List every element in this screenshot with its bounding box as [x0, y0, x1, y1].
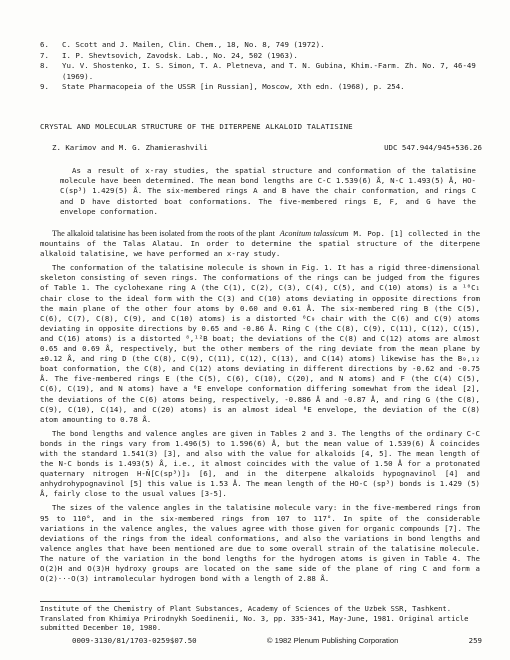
byline [52, 143, 482, 152]
reference-text: I. P. Shevtsovich, Zavodsk. Lab., No. 24, 502 (1963). [62, 50, 298, 60]
paragraph-lead: The alkaloid talatisine has been isolated from the roots of the plant [52, 229, 275, 238]
page-footer [72, 636, 482, 645]
body-paragraph [40, 229, 480, 259]
abstract-text: As a result of x-ray studies, the spatial structure and conformation of the talatisine molecule have been determined. The mean bond lengths are C-C 1.539(6) Å, N-C 1.493(5) Å, HO-C(sp³) 1.429(5) Å. The six-membered rings A and B have the chair conformation, and rings C and D have distorted boat conformations. The five-membered rings E, F, and G have the envelope conformation. [60, 166, 476, 216]
reference-number: 7. [40, 50, 49, 60]
reference-number: 9. [40, 82, 49, 92]
body-paragraph: The bond lengths and valence angles are given in Tables 2 and 3. The lengths of the ordinary C-C bonds in the rings vary from 1.496(5) to 1.596(6) Å, but the mean value of 1.539(6) Å coincides with the standard 1.541(3) [3], and also with the value for alkaloids [4, 5]. The mean length of the N-C bonds is 1.493(5) Å, i.e., it almost coincides with the value of 1.50 Å for a protonated quaternary nitrogen H-N̄[C(sp³)]₃ [6], and in the diterpene alkaloids hypognavinol [4] and anhydrohypognavinol [5] this value is 1.53 Å. The mean length of the HO-C (sp³) bonds is 1.429 (5) Å, fairly close to the usual values [3-5]. [40, 428, 480, 499]
authors: Z. Karimov and M. G. Zhamierashvili [52, 143, 208, 152]
reference-number: 8. [40, 61, 49, 71]
abstract [60, 166, 476, 217]
reference-item [40, 51, 480, 62]
copyright-notice: © 1982 Plenum Publishing Corporation [266, 636, 399, 645]
body-paragraph: The sizes of the valence angles in the talatisine molecule vary: in the five-membered rings from 95 to 110°, and in the six-membered rings from 107 to 117°. In spite of the considerable variations in the valence angles, the values agree with those given for organic compounds [7]. The deviations of the rings from the ideal conformations, and also the variations in bond lengths and valence angles that have been mentioned are due to some overall strain of the talatisine molecule. The nature of the variation in the bond lengths for the hydrogen atoms is given in Table 4. The O(2)H and O(3)H hydroxy groups are located on the same side of the plane of ring C and form a O(2)···O(3) intramolecular hydrogen bond with a length of 2.88 Å. [40, 503, 480, 584]
reference-item [40, 82, 480, 93]
reference-text: State Pharmacopeia of the USSR [in Russian], Moscow, Xth edn. (1968), p. 254. [62, 82, 405, 92]
article-title: CRYSTAL AND MOLECULAR STRUCTURE OF THE DITERPENE ALKALOID TALATISINE [40, 122, 353, 131]
reference-text: Yu. V. Shostenko, I. S. Simon, T. A. Pletneva, and T. N. Gubina, Khim.-Farm. Zh. No. 7, 46-49 (1969). [62, 61, 476, 81]
page-number: 259 [468, 636, 482, 645]
footnote [40, 604, 480, 633]
species-name: Aconitum talassicum [279, 229, 349, 238]
paragraph-rest: M. Pop. [1] collected in the mountains of the Talas Alatau. In order to determine the spatial structure of the diterpene alkaloid talatisine, we have performed an x-ray study. [40, 229, 481, 259]
body-paragraph: The conformation of the talatisine molecule is shown in Fig. 1. It has a rigid three-dimensional skeleton consisting of seven rings. The conformations of the rings can be judged from the figures of Table 1. The cyclohexane ring A (the C(1), C(2), C(3), C(4), C(5), and C(10) atoms) is a ¹⁰C₁ chair close to the ideal form with the C(3) and C(10) atoms deviating in opposite directions from the main plane of the other four atoms by 0.60 and 0.61 Å. The six-membered ring B (the C(5), C(6), C(7), C(8), C(9), and C(10) atoms) is a distorted ⁶C₉ chair with the C(6) and C(9) atoms deviating in opposite directions by 0.65 and -0.86 Å. Ring C (the C(8), C(9), C(11), C(12), C(15), and C(16) atoms) is a distorted ⁸,¹²B boat; the deviations of the C(8) and C(12) atoms are almost 0.65 and 0.69 Å, respectively, but the other members of the ring deviate from the mean plane by ±0.12 Å, and ring D (the C(8), C(9), C(11), C(12), C(13), and C(14) atoms) likewise has the B₉,₁₂ boat conformation, the C(8), and C(12) atoms deviating in different directions by -0.62 and -0.75 Å. The five-membered rings E (the C(5), C(6), C(10), C(20), and N atoms) and F (the C(4) C(5), C(6), C(19), and N atoms) have a ⁶E envelope conformation differing somewhat from the ideal [2], the deviations of the C(6) atoms being, respectively, -0.886 Å and -0.87 Å, and ring G (the C(8), C(9), C(10), C(14), and C(20) atoms) is an almost ideal ⁸E envelope, the deviation of the C(8) atom amounting to 0.78 Å. [40, 263, 480, 424]
reference-list [40, 40, 480, 93]
footnote-text: Institute of the Chemistry of Plant Substances, Academy of Sciences of the Uzbek SSR, Tashkent. Translated from Khimiya Prirodnykh Soedinenii, No. 3, pp. 335-341, May-June, 1981. Original article submitted December 10, 1980. [40, 604, 469, 633]
article-code: 0009-3130/81/1703-0259$07.50 [72, 636, 197, 645]
udc-code: UDC 547.944/945+536.26 [384, 143, 482, 152]
reference-text: C. Scott and J. Mailen, Clin. Chem., 18, No. 8, 749 (1972). [62, 40, 325, 49]
reference-number: 6. [40, 40, 49, 49]
article-body [40, 229, 480, 588]
footnote-divider [40, 601, 130, 602]
reference-item [40, 61, 480, 82]
reference-item [40, 40, 480, 51]
